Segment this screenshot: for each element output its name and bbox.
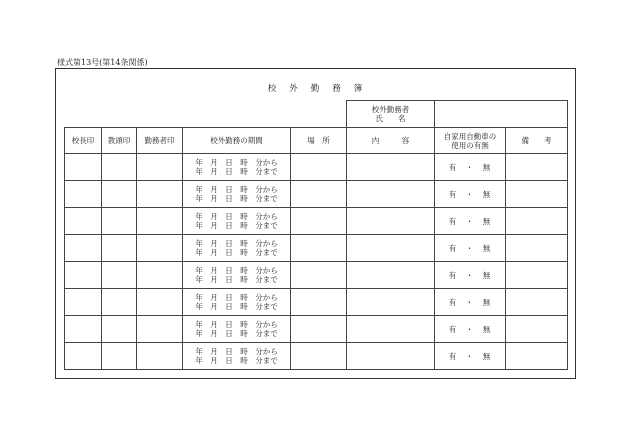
period-cell[interactable] (183, 343, 291, 370)
content-cell[interactable] (347, 343, 435, 370)
period-from: 年 月 日 時 分から (195, 347, 278, 356)
worker-seal-cell[interactable] (137, 181, 183, 208)
place-cell[interactable] (291, 262, 347, 289)
remarks-cell[interactable] (506, 262, 568, 289)
col-car-use (435, 128, 506, 154)
car-use-cell[interactable]: 有 ・ 無 (435, 289, 506, 316)
content-cell[interactable] (347, 316, 435, 343)
place-cell[interactable] (291, 154, 347, 181)
worker-seal-cell[interactable] (137, 262, 183, 289)
principal-seal-cell[interactable] (65, 181, 102, 208)
period-from: 年 月 日 時 分から (195, 266, 278, 275)
table-row (65, 262, 568, 289)
period-from: 年 月 日 時 分から (195, 185, 278, 194)
worker-name-label-line1: 校外勤務者 (371, 105, 410, 114)
remarks-cell[interactable] (506, 208, 568, 235)
period-from: 年 月 日 時 分から (195, 158, 278, 167)
principal-seal-cell[interactable] (65, 154, 102, 181)
period-to: 年 月 日 時 分まで (195, 221, 278, 230)
car-use-cell[interactable]: 有 ・ 無 (435, 316, 506, 343)
place-cell[interactable] (291, 343, 347, 370)
col-period: 校外勤務の期間 (183, 128, 291, 154)
content-cell[interactable] (347, 154, 435, 181)
head-teacher-seal-cell[interactable] (102, 235, 137, 262)
period-from: 年 月 日 時 分から (195, 212, 278, 221)
table-row (65, 316, 568, 343)
content-cell[interactable] (347, 235, 435, 262)
period-cell[interactable] (183, 316, 291, 343)
place-cell[interactable] (291, 235, 347, 262)
worker-seal-cell[interactable] (137, 343, 183, 370)
car-use-cell[interactable]: 有 ・ 無 (435, 343, 506, 370)
col-car-use-line2: 使用の有無 (451, 140, 489, 150)
car-use-cell[interactable]: 有 ・ 無 (435, 181, 506, 208)
col-principal-seal: 校長印 (65, 128, 102, 154)
table-row (65, 154, 568, 181)
table-row (65, 235, 568, 262)
period-cell[interactable] (183, 235, 291, 262)
head-teacher-seal-cell[interactable] (102, 154, 137, 181)
col-head-teacher-seal: 教頭印 (102, 128, 137, 154)
remarks-cell[interactable] (506, 181, 568, 208)
head-teacher-seal-cell[interactable] (102, 181, 137, 208)
period-from: 年 月 日 時 分から (195, 239, 278, 248)
worker-seal-cell[interactable] (137, 154, 183, 181)
worker-seal-cell[interactable] (137, 289, 183, 316)
head-teacher-seal-cell[interactable] (102, 262, 137, 289)
period-to: 年 月 日 時 分まで (195, 194, 278, 203)
table-row (65, 289, 568, 316)
place-cell[interactable] (291, 289, 347, 316)
form-title: 校外勤務簿 (267, 84, 376, 94)
col-place: 場 所 (291, 128, 347, 154)
remarks-cell[interactable] (506, 316, 568, 343)
principal-seal-cell[interactable] (65, 316, 102, 343)
offsite-work-log-table (64, 100, 568, 370)
header-row (65, 128, 568, 154)
worker-seal-cell[interactable] (137, 316, 183, 343)
remarks-cell[interactable] (506, 235, 568, 262)
head-teacher-seal-cell[interactable] (102, 316, 137, 343)
col-worker-seal: 勤務者印 (137, 128, 183, 154)
table-row (65, 343, 568, 370)
place-cell[interactable] (291, 316, 347, 343)
car-use-cell[interactable]: 有 ・ 無 (435, 154, 506, 181)
period-cell[interactable] (183, 208, 291, 235)
period-to: 年 月 日 時 分まで (195, 329, 278, 338)
car-use-cell[interactable]: 有 ・ 無 (435, 262, 506, 289)
worker-name-label-line2: 氏 名 (375, 114, 406, 123)
principal-seal-cell[interactable] (65, 262, 102, 289)
period-from: 年 月 日 時 分から (195, 293, 278, 302)
col-remarks: 備 考 (506, 128, 568, 154)
period-cell[interactable] (183, 289, 291, 316)
place-cell[interactable] (291, 181, 347, 208)
head-teacher-seal-cell[interactable] (102, 343, 137, 370)
remarks-cell[interactable] (506, 154, 568, 181)
col-content: 内 容 (347, 128, 435, 154)
content-cell[interactable] (347, 289, 435, 316)
table-row (65, 208, 568, 235)
period-cell[interactable] (183, 262, 291, 289)
period-to: 年 月 日 時 分まで (195, 167, 278, 176)
period-from: 年 月 日 時 分から (195, 320, 278, 329)
head-teacher-seal-cell[interactable] (102, 208, 137, 235)
period-to: 年 月 日 時 分まで (195, 248, 278, 257)
form-number-label: 様式第13号(第14条関係) (57, 58, 148, 67)
worker-seal-cell[interactable] (137, 235, 183, 262)
worker-name-field[interactable] (435, 101, 568, 128)
principal-seal-cell[interactable] (65, 208, 102, 235)
worker-name-label (347, 101, 435, 128)
period-cell[interactable] (183, 181, 291, 208)
name-row (65, 101, 568, 128)
head-teacher-seal-cell[interactable] (102, 289, 137, 316)
period-to: 年 月 日 時 分まで (195, 275, 278, 284)
col-car-use-line1: 自家用自動車の (443, 131, 497, 141)
log-rows (65, 154, 568, 370)
principal-seal-cell[interactable] (65, 235, 102, 262)
principal-seal-cell[interactable] (65, 343, 102, 370)
remarks-cell[interactable] (506, 343, 568, 370)
principal-seal-cell[interactable] (65, 289, 102, 316)
remarks-cell[interactable] (506, 289, 568, 316)
car-use-cell[interactable]: 有 ・ 無 (435, 235, 506, 262)
place-cell[interactable] (291, 208, 347, 235)
content-cell[interactable] (347, 262, 435, 289)
period-to: 年 月 日 時 分まで (195, 356, 278, 365)
table-row (65, 181, 568, 208)
worker-seal-cell[interactable] (137, 208, 183, 235)
period-to: 年 月 日 時 分まで (195, 302, 278, 311)
period-cell[interactable] (183, 154, 291, 181)
content-cell[interactable] (347, 208, 435, 235)
content-cell[interactable] (347, 181, 435, 208)
car-use-cell[interactable]: 有 ・ 無 (435, 208, 506, 235)
